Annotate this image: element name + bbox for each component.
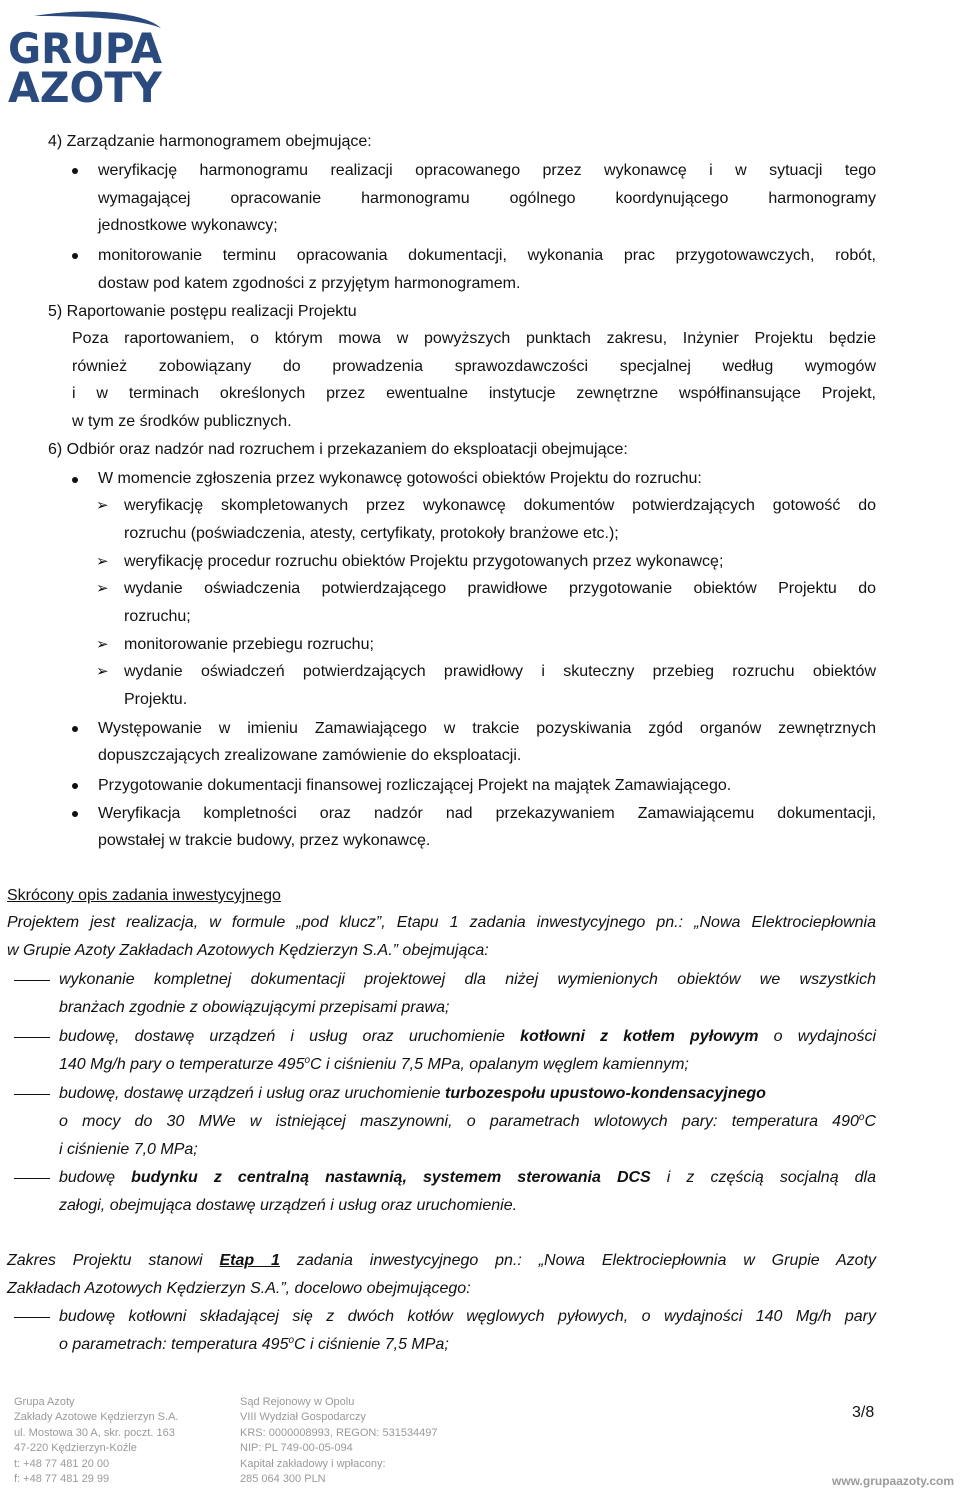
short-d4-line1: budowę budynku z centralną nastawnią, systemem sterowania DCS i z częścią socjalną dla <box>59 1169 877 1186</box>
s6-b1: W momencie zgłoszenia przez wykonawcę gotowości obiektów Projektu do rozruchu: <box>98 470 702 487</box>
section-6-heading: 6) Odbiór oraz nadzór nad rozruchem i przekazaniem do eksploatacji obejmujące: <box>48 441 628 458</box>
s6-a5-line2: Projektu. <box>124 691 188 708</box>
section-5-heading: 5) Raportowanie postępu realizacji Projektu <box>48 303 357 320</box>
scope-d1-line1: budowę kotłowni składającej się z dwóch kotłów węglowych pyłowych, o wydajności 140 Mg/h pary <box>59 1308 876 1325</box>
s6-a1-line2: rozruchu (poświadczenia, atesty, certyfikaty, protokoły branżowe etc.); <box>124 525 619 542</box>
arrow-bullet-icon: ➢ <box>96 580 109 597</box>
s4-b1-line2: wymagającej opracowanie harmonogramu ogólnego koordynującego harmonogramy <box>98 190 876 207</box>
short-d1-line2: branżach zgodnie z obowiązującymi przepisami prawa; <box>59 999 450 1016</box>
s5-line4: w tym ze środków publicznych. <box>72 413 292 430</box>
bullet-icon <box>72 253 78 259</box>
s4-b1-line3: jednostkowe wykonawcy; <box>98 217 278 234</box>
short-d2-line2: 140 Mg/h pary o temperaturze 495$^o$C i ciśnieniu 7,5 MPa, opalanym węglem kamiennym; <box>59 1055 689 1073</box>
bullet-icon <box>72 783 78 789</box>
s6-a3-line1: wydanie oświadczenia potwierdzającego prawidłowe przygotowanie obiektów Projektu do <box>124 580 876 597</box>
short-d1-line1: wykonanie kompletnej dokumentacji projektowej dla niżej wymienionych obiektów we wszystkich <box>59 971 876 988</box>
s6-b2-line2: dopuszczających zrealizowane zamówienie do eksploatacji. <box>98 747 522 764</box>
svg-text:GRUPA: GRUPA <box>8 24 163 73</box>
section-4-heading: 4) Zarządzanie harmonogramem obejmujące: <box>48 133 372 150</box>
dash-bullet <box>14 1178 50 1179</box>
s6-a4: monitorowanie przebiegu rozruchu; <box>124 636 374 653</box>
arrow-bullet-icon: ➢ <box>96 497 109 514</box>
s6-a3-line2: rozruchu; <box>124 608 191 625</box>
footer-registry-info: Sąd Rejonowy w Opolu VIII Wydział Gospodarczy KRS: 0000008993, REGON: 531534497 NIP: PL 749-00-05-094 Kapitał zakładowy i wpłacony: 285 064 300 PLN <box>240 1396 438 1486</box>
s5-line3: i w terminach określonych przez ewentualne instytucje zewnętrzne współfinansujące Projekt, <box>72 385 876 402</box>
arrow-bullet-icon: ➢ <box>96 553 109 570</box>
arrow-bullet-icon: ➢ <box>96 663 109 680</box>
s6-a1-line1: weryfikację skompletowanych przez wykonawcę dokumentów potwierdzających gotowość do <box>124 497 876 514</box>
bullet-icon <box>72 811 78 817</box>
short-d3-line3: i ciśnienie 7,0 MPa; <box>59 1141 198 1158</box>
intro-line2: w Grupie Azoty Zakładach Azotowych Kędzierzyn S.A.” obejmująca: <box>7 942 489 959</box>
arrow-bullet-icon: ➢ <box>96 636 109 653</box>
s4-b1-line1: weryfikację harmonogramu realizacji opracowanego przez wykonawcę i w sytuacji tego <box>98 162 876 179</box>
short-d4-line2: załogi, obejmująca dostawę urządzeń i usług oraz uruchomienie. <box>59 1197 518 1214</box>
scope-line2: Zakładach Azotowych Kędzierzyn S.A.”, docelowo obejmującego: <box>7 1280 471 1297</box>
logo-graphic <box>6 8 166 106</box>
page-number: 3/8 <box>852 1404 875 1421</box>
s6-b3: Przygotowanie dokumentacji finansowej rozliczającej Projekt na majątek Zamawiającego. <box>98 777 732 794</box>
bullet-icon <box>72 477 78 483</box>
s6-a5-line1: wydanie oświadczeń potwierdzających prawidłowy i skuteczny przebieg rozruchu obiektów <box>124 663 876 680</box>
footer-company-info: Grupa Azoty Zakłady Azotowe Kędzierzyn S.A. ul. Mostowa 30 A, skr. poczt. 163 47-220 Kędzierzyn-Koźle t: +48 77 481 20 00 f: +48 77 481 29 99 <box>14 1396 179 1486</box>
s6-b4-line2: powstałej w trakcie budowy, przez wykonawcę. <box>98 832 431 849</box>
s6-b4-line1: Weryfikacja kompletności oraz nadzór nad przekazywaniem Zamawiającemu dokumentacji, <box>98 805 876 822</box>
dash-bullet <box>14 1094 50 1095</box>
s6-b2-line1: Występowanie w imieniu Zamawiającego w trakcie pozyskiwania zgód organów zewnętrznych <box>98 720 876 737</box>
short-description-title: Skrócony opis zadania inwestycyjnego <box>7 887 281 904</box>
grupa-azoty-logo <box>6 8 166 106</box>
dash-bullet <box>14 1037 50 1038</box>
short-d2-line1: budowę, dostawę urządzeń i usług oraz uruchomienie kotłowni z kotłem pyłowym o wydajności <box>59 1028 876 1045</box>
s5-line2: również zobowiązany do prowadzenia sprawozdawczości specjalnej według wymogów <box>72 358 876 375</box>
scope-d1-line2: o parametrach: temperatura 495$^o$C i ciśnienie 7,5 MPa; <box>59 1335 449 1353</box>
s6-a2: weryfikację procedur rozruchu obiektów Projektu przygotowanych przez wykonawcę; <box>124 553 724 570</box>
s4-b2-line2: dostaw pod katem zgodności z przyjętym harmonogramem. <box>98 275 521 292</box>
intro-line1: Projektem jest realizacja, w formule „pod klucz”, Etapu 1 zadania inwestycyjnego pn.: „Nowa Elektrociepłownia <box>7 914 876 931</box>
bullet-icon <box>72 726 78 732</box>
s4-b2-line1: monitorowanie terminu opracowania dokumentacji, wykonania prac przygotowawczych, robót, <box>98 247 876 264</box>
bullet-icon <box>72 168 78 174</box>
short-d3-line2: o mocy do 30 MWe w istniejącej maszynowni, o parametrach wlotowych pary: temperatura 490$^o$C <box>59 1112 876 1130</box>
s5-line1: Poza raportowaniem, o którym mowa w powyższych punktach zakresu, Inżynier Projektu będzie <box>72 330 876 347</box>
short-d3-line1: budowę, dostawę urządzeń i usług oraz uruchomienie turbozespołu upustowo-kondensacyjnego <box>59 1085 766 1102</box>
scope-line1: Zakres Projektu stanowi Etap 1 zadania inwestycyjnego pn.: „Nowa Elektrociepłownia w Grupie Azoty <box>7 1252 876 1269</box>
dash-bullet <box>14 1317 50 1318</box>
svg-text:AZOTY: AZOTY <box>8 63 163 106</box>
website-link[interactable]: www.grupaazoty.com <box>832 1474 955 1488</box>
dash-bullet <box>14 980 50 981</box>
